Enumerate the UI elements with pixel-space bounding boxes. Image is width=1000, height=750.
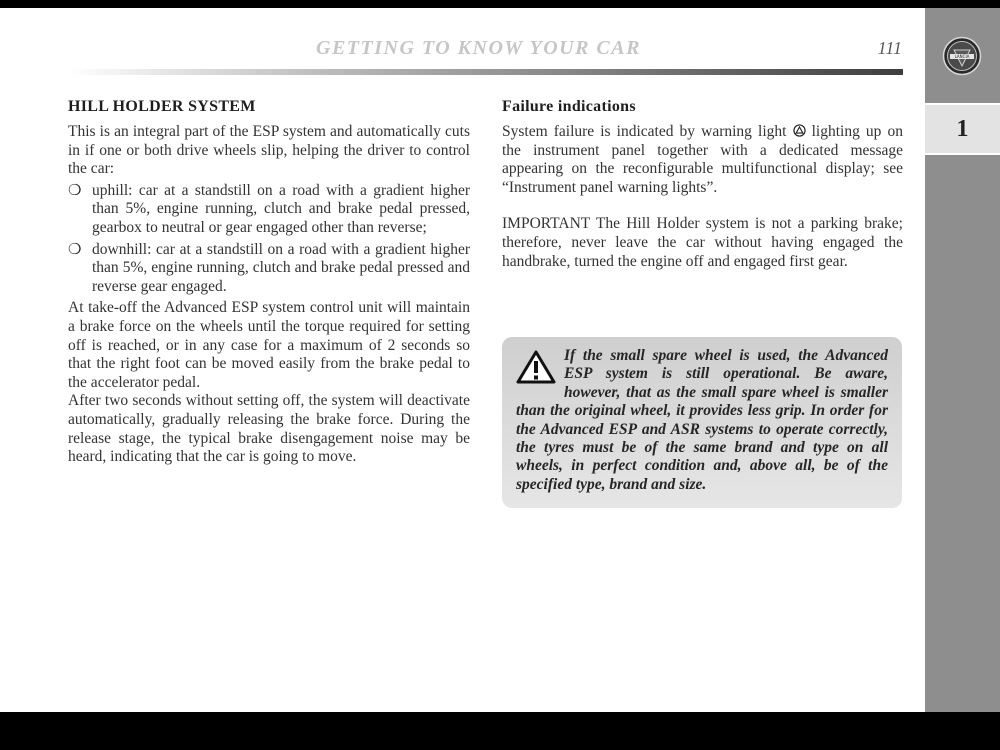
failure-text-end: lighting up on the instrument panel together with a dedicated message appearing on the reconfigurable multifunctional display; see “Instrument panel warning lights”. [502, 123, 904, 196]
warning-box [502, 337, 902, 508]
bullet-text-downhill: downhill: car at a standstill on a road with a gradient higher than 5%, engine running, clutch and brake pedal pressed and reverse gear engaged. [92, 240, 470, 295]
chapter-number: 1 [956, 115, 969, 142]
esp-warning-light-icon [793, 124, 806, 137]
bullet-text-uphill: uphill: car at a standstill on a road with a gradient higher than 5%, engine running, clutch and brake pedal pressed, gearbox to neutral or gear engaged other than reverse; [92, 181, 470, 236]
warning-text: If the small spare wheel is used, the Advanced ESP system is still operational. Be aware, however, that as the small spare wheel is smaller than the original wheel, it provides less grip. In order for the Advanced ESP and ASR systems to operate correctly, the tyres must be of the same brand and type on all wheels, in perfect condition and, above all, be of the specified type, brand and size. [516, 347, 888, 493]
bullet-circle-icon: ❍ [68, 241, 82, 258]
failure-paragraph [502, 123, 903, 197]
warning-triangle-icon [516, 350, 556, 384]
failure-indications-heading: Failure indications [502, 98, 636, 115]
page-header-title: GETTING TO KNOW YOUR CAR [316, 37, 641, 59]
lancia-logo-text: LANCIA [954, 54, 970, 59]
bullet-circle-icon: ❍ [68, 182, 82, 199]
chapter-tab[interactable] [925, 103, 1000, 155]
hill-holder-heading: HILL HOLDER SYSTEM [68, 98, 256, 115]
sidebar-logo-area [925, 8, 1000, 100]
list-item [68, 182, 470, 238]
failure-text-start: System failure is indicated by warning light [502, 123, 787, 140]
release-paragraph: After two seconds without setting off, the system will deactivate automatically, gradually releasing the brake force. During the release stage, the typical brake disengagement noise may be heard, indicating that the car is going to move. [68, 392, 470, 466]
left-column [68, 98, 470, 467]
hill-holder-intro: This is an integral part of the ESP system and automatically cuts in if one or both drive wheels slip, helping the driver to control the car: [68, 123, 470, 178]
list-item [68, 241, 470, 297]
chapter-sidebar [925, 8, 1000, 712]
header-divider [68, 69, 903, 75]
lancia-logo-icon [942, 36, 982, 76]
page-number: 111 [877, 38, 902, 58]
important-paragraph: IMPORTANT The Hill Holder system is not a parking brake; therefore, never leave the car without having engaged the handbrake, turned the engine off and engaged first gear. [502, 215, 903, 270]
takeoff-paragraph: At take-off the Advanced ESP system control unit will maintain a brake force on the wheels until the torque required for setting off is reached, or in any case for a maximum of 2 seconds so that the right foot can be moved easily from the brake pedal to the accelerator pedal. [68, 299, 470, 391]
manual-page [0, 8, 1000, 712]
right-column [502, 98, 903, 271]
